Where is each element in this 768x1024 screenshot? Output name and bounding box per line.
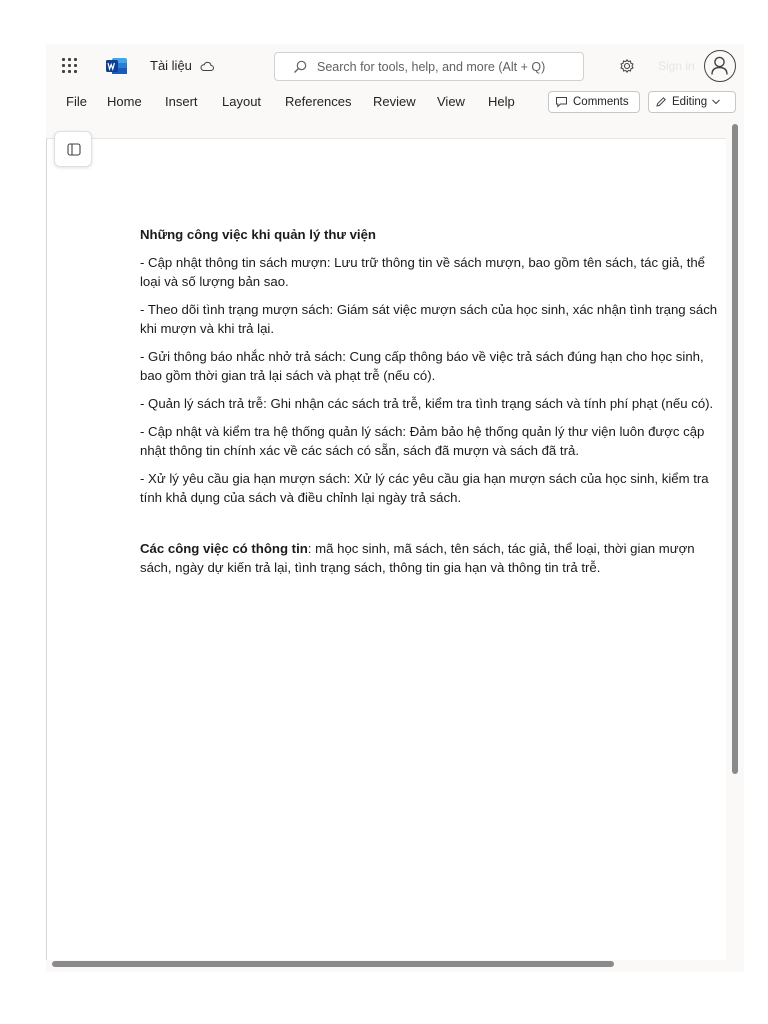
menu-help[interactable]: Help (488, 94, 515, 109)
cloud-icon[interactable] (200, 59, 214, 71)
app-launcher-icon[interactable] (60, 56, 78, 74)
settings-gear-icon[interactable] (618, 57, 636, 75)
title-bar (46, 44, 744, 88)
paragraph-2: - Theo dõi tình trạng mượn sách: Giám sát việc mượn sách của học sinh, xác nhận tình trạng sách khi mượn và khi trả lại. (140, 302, 718, 336)
document-heading: Những công việc khi quản lý thư viện (140, 227, 376, 242)
menu-layout[interactable]: Layout (222, 94, 262, 109)
vertical-scrollbar[interactable] (732, 124, 738, 774)
comments-button[interactable] (548, 91, 640, 113)
comment-icon (555, 96, 568, 108)
user-avatar-icon[interactable] (704, 50, 736, 82)
comments-label: Comments (573, 96, 629, 108)
menu-file[interactable]: File (66, 94, 87, 109)
menu-references[interactable]: References (285, 94, 352, 109)
paragraph-1: - Cập nhật thông tin sách mượn: Lưu trữ thông tin về sách mượn, bao gồm tên sách, tác giả, thể loại và số lượng bản sao. (140, 255, 706, 289)
paragraph-6: - Xử lý yêu cầu gia hạn mượn sách: Xử lý các yêu cầu gia hạn mượn sách của học sinh, kiểm tra tính khả dụng của sách và điều chỉnh lại ngày trả sách. (140, 471, 709, 505)
word-icon[interactable] (106, 57, 128, 75)
editing-mode-button[interactable] (648, 91, 736, 113)
navigation-pane-toggle[interactable] (54, 131, 92, 167)
info-text: : mã học sinh, mã sách, tên sách, tác giả, thể loại, thời gian mượn sách, ngày dự kiến trả lại, tình trạng sách, thông tin gia hạn và thông tin trả trễ. (140, 541, 695, 575)
editing-label: Editing (672, 96, 708, 108)
menu-home[interactable]: Home (107, 94, 142, 109)
menu-review[interactable]: Review (373, 94, 416, 109)
search-input[interactable] (317, 58, 577, 76)
menu-insert[interactable]: Insert (165, 94, 198, 109)
paragraph-5: - Cập nhật và kiểm tra hệ thống quản lý sách: Đảm bảo hệ thống quản lý thư viện luôn được cập nhật thông tin chính xác về các sách có sẵn, sách đã mượn và sách đã trả. (140, 424, 705, 458)
chevron-down-icon (711, 98, 721, 106)
blank-line (140, 516, 726, 539)
info-label: Các công việc có thông tin (140, 541, 308, 556)
pencil-icon (655, 96, 667, 108)
search-icon (293, 60, 307, 74)
info-paragraph (140, 539, 726, 577)
horizontal-scrollbar[interactable] (52, 961, 614, 967)
sign-in-link[interactable]: Sign in (658, 59, 695, 73)
document-title[interactable]: Tài liệu (150, 58, 192, 73)
search-box[interactable] (274, 52, 584, 81)
panel-icon (67, 143, 81, 156)
word-app-window (46, 44, 744, 972)
menu-view[interactable]: View (437, 94, 465, 109)
paragraph-3: - Gửi thông báo nhắc nhở trả sách: Cung cấp thông báo về việc trả sách đúng hạn cho học sinh, bao gồm thời gian trả lại sách và phạt trễ (nếu có). (140, 349, 704, 383)
paragraph-4: - Quản lý sách trả trễ: Ghi nhận các sách trả trễ, kiểm tra tình trạng sách và tính phí phạt (nếu có). (140, 396, 714, 411)
document-page[interactable] (140, 225, 726, 586)
